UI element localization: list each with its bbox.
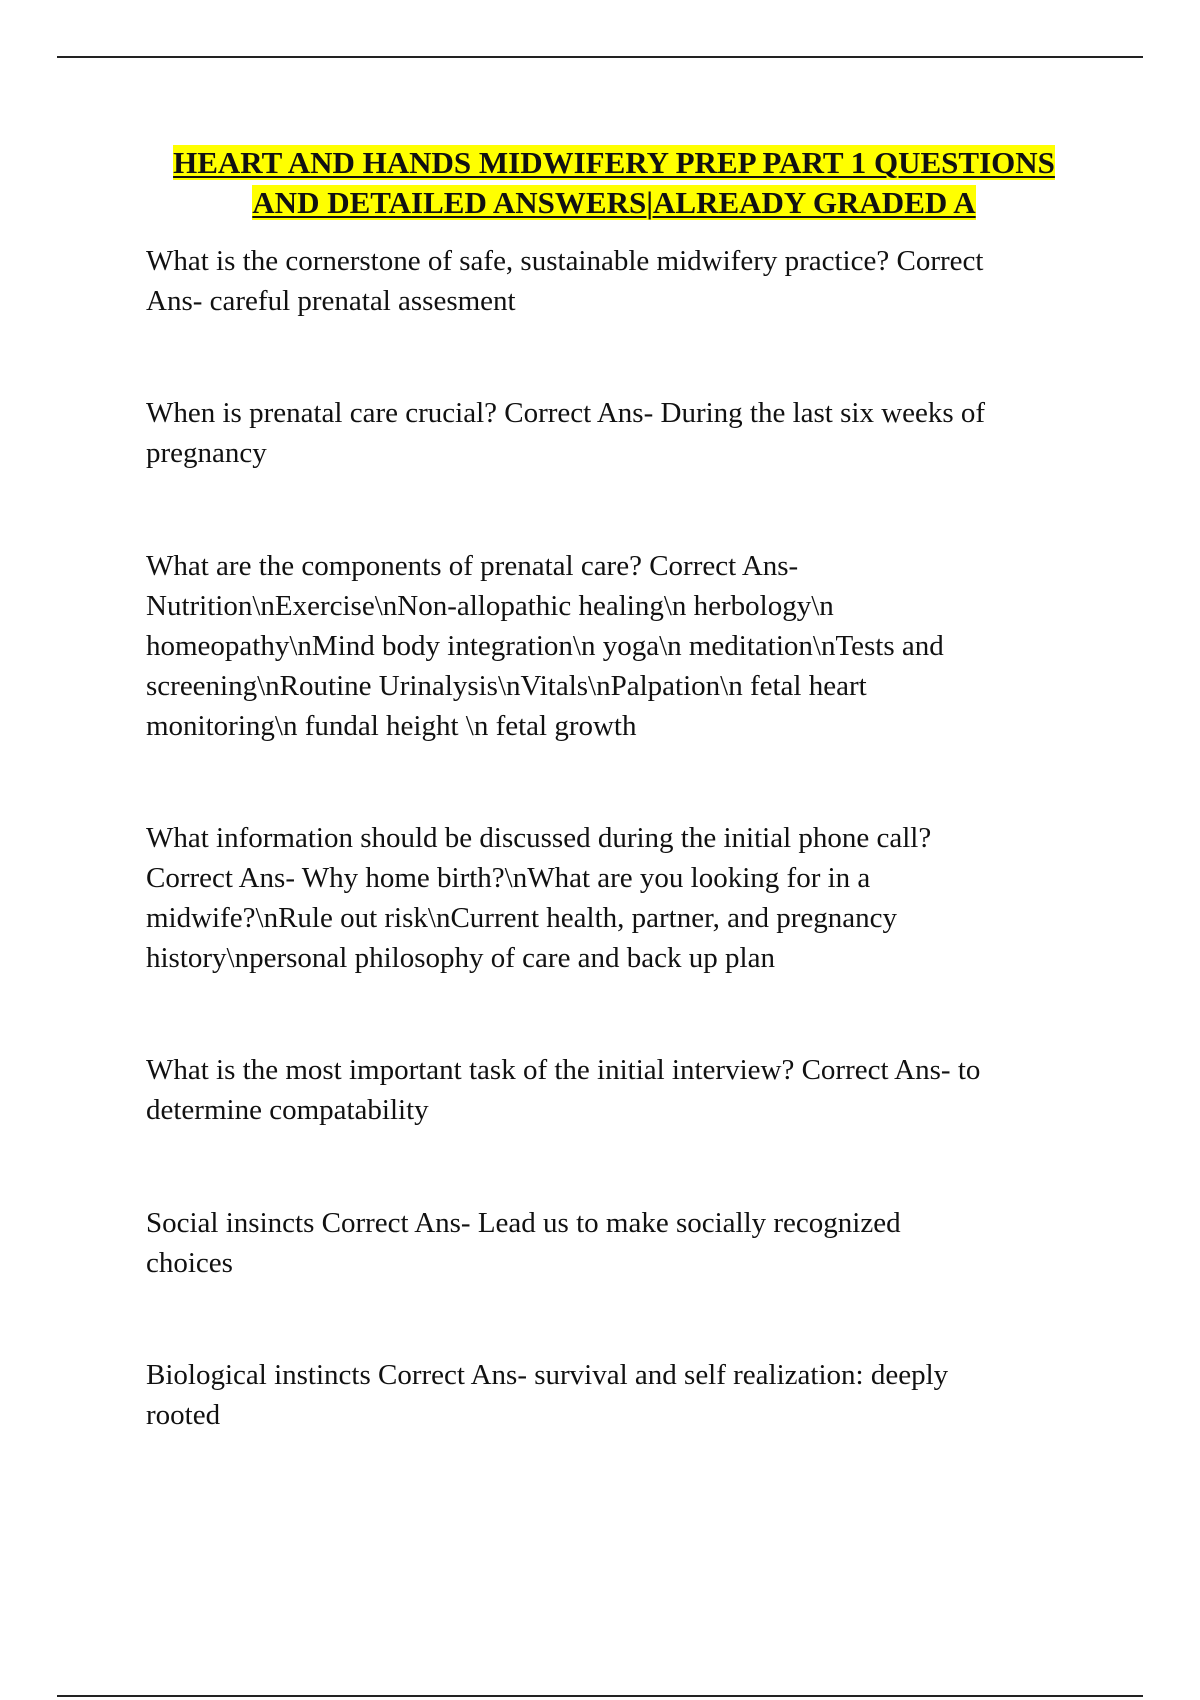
qa-line: What is the most important task of the initial interview? Correct Ans- to (146, 1054, 981, 1086)
qa-line: Social insincts Correct Ans- Lead us to make socially recognized (146, 1207, 901, 1239)
qa-line: homeopathy\nMind body integration\n yoga\n meditation\nTests and (146, 630, 944, 662)
qa-line: monitoring\n fundal height \n fetal growth (146, 710, 637, 742)
qa-line: Ans- careful prenatal assesment (146, 285, 516, 317)
qa-item-2 (146, 393, 1086, 473)
qa-line: history\npersonal philosophy of care and back up plan (146, 942, 775, 974)
document-title (146, 143, 1082, 223)
qa-item-5 (146, 1050, 1086, 1130)
qa-line: Correct Ans- Why home birth?\nWhat are you looking for in a (146, 862, 871, 894)
qa-item-3 (146, 546, 1086, 746)
qa-item-7 (146, 1355, 1086, 1435)
qa-item-1 (146, 241, 1086, 321)
qa-line: What information should be discussed during the initial phone call? (146, 822, 932, 854)
qa-line: What are the components of prenatal care? Correct Ans- (146, 550, 799, 582)
qa-line: When is prenatal care crucial? Correct Ans- During the last six weeks of (146, 397, 986, 429)
qa-line: What is the cornerstone of safe, sustainable midwifery practice? Correct (146, 245, 984, 277)
footer-rule (57, 1695, 1143, 1697)
qa-line: pregnancy (146, 437, 267, 469)
title-line-1: HEART AND HANDS MIDWIFERY PREP PART 1 QUESTIONS (173, 145, 1055, 180)
qa-line: screening\nRoutine Urinalysis\nVitals\nPalpation\n fetal heart (146, 670, 867, 702)
title-line-2: AND DETAILED ANSWERS|ALREADY GRADED A (252, 185, 976, 220)
qa-line: midwife?\nRule out risk\nCurrent health, partner, and pregnancy (146, 902, 897, 934)
qa-line: Nutrition\nExercise\nNon-allopathic healing\n herbology\n (146, 590, 834, 622)
qa-line: determine compatability (146, 1094, 429, 1126)
qa-item-6 (146, 1203, 1086, 1283)
qa-line: rooted (146, 1399, 221, 1431)
qa-item-4 (146, 818, 1086, 978)
qa-line: Biological instincts Correct Ans- survival and self realization: deeply (146, 1359, 949, 1391)
qa-line: choices (146, 1247, 233, 1279)
header-rule (57, 56, 1143, 58)
